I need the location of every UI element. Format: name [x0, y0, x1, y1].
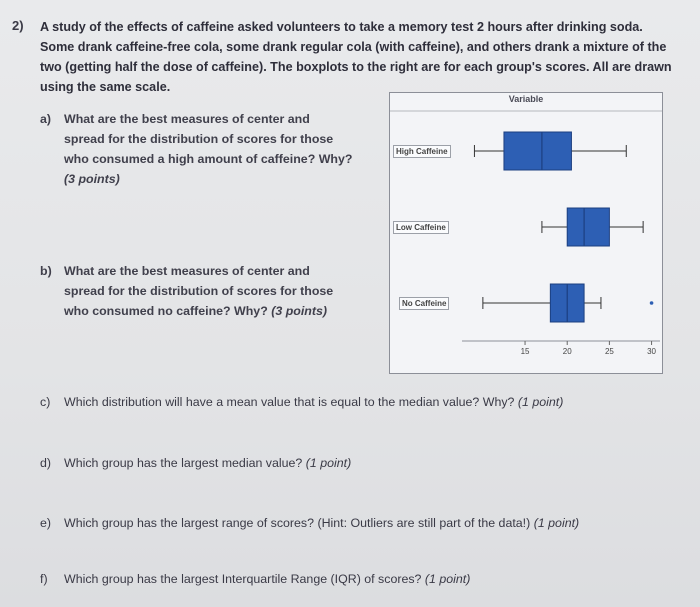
x-tick-label: 30	[647, 347, 657, 356]
part-c-points: (1 point)	[517, 395, 564, 409]
part-d-points: (1 point)	[305, 456, 352, 470]
part-a	[40, 109, 360, 189]
part-a-line-3: who consumed a high amount of caffeine? Why?	[64, 152, 353, 166]
part-c	[40, 392, 680, 412]
part-e-text: Which group has the largest range of scores? (Hint: Outliers are still part of the data!)	[64, 516, 531, 530]
part-f-text: Which group has the largest Interquartile Range (IQR) of scores?	[64, 572, 422, 586]
x-tick-label: 25	[604, 347, 614, 356]
part-a-line-2: spread for the distribution of scores for those	[64, 132, 334, 146]
group-label-no-caffeine: No Caffeine	[399, 297, 449, 310]
part-b-line-2: spread for the distribution of scores for those	[64, 284, 334, 298]
outlier-point	[650, 301, 654, 305]
x-tick-label: 15	[520, 347, 530, 356]
part-b-line-3: who consumed no caffeine? Why?	[64, 304, 268, 318]
part-a-points: (3 points)	[64, 172, 120, 186]
part-b-points: (3 points)	[271, 304, 327, 318]
part-b-line-1: What are the best measures of center and	[64, 264, 310, 278]
part-b	[40, 261, 360, 321]
part-d-label: d)	[40, 456, 52, 470]
part-f-label: f)	[40, 572, 48, 586]
part-d-text: Which group has the largest median value?	[64, 456, 303, 470]
part-f-points: (1 point)	[424, 572, 471, 586]
chart-title: Variable	[508, 94, 544, 104]
part-e-points: (1 point)	[533, 516, 580, 530]
part-d	[40, 453, 680, 473]
part-e	[40, 513, 680, 533]
group-label-high-caffeine: High Caffeine	[393, 145, 451, 158]
part-a-line-1: What are the best measures of center and	[64, 112, 310, 126]
question-intro: A study of the effects of caffeine asked volunteers to take a memory test 2 hours after drinking soda. Some drank caffeine-free cola, some drank regular cola (with caffeine), and others drank a mixture of the two (getting half the dose of caffeine). The boxplots to the right are for each group's scores. All are drawn using the same scale.	[40, 20, 672, 94]
iqr-box	[504, 132, 571, 170]
part-a-label: a)	[40, 112, 52, 126]
question-number: 2)	[12, 18, 24, 33]
part-b-label: b)	[40, 264, 52, 278]
part-e-label: e)	[40, 516, 52, 530]
group-label-low-caffeine: Low Caffeine	[393, 221, 449, 234]
part-c-text: Which distribution will have a mean value that is equal to the median value? Why?	[64, 395, 515, 409]
boxplot-panel	[389, 92, 663, 374]
part-f	[40, 569, 680, 589]
part-c-label: c)	[40, 395, 51, 409]
iqr-box	[567, 208, 609, 246]
x-tick-label: 20	[562, 347, 572, 356]
